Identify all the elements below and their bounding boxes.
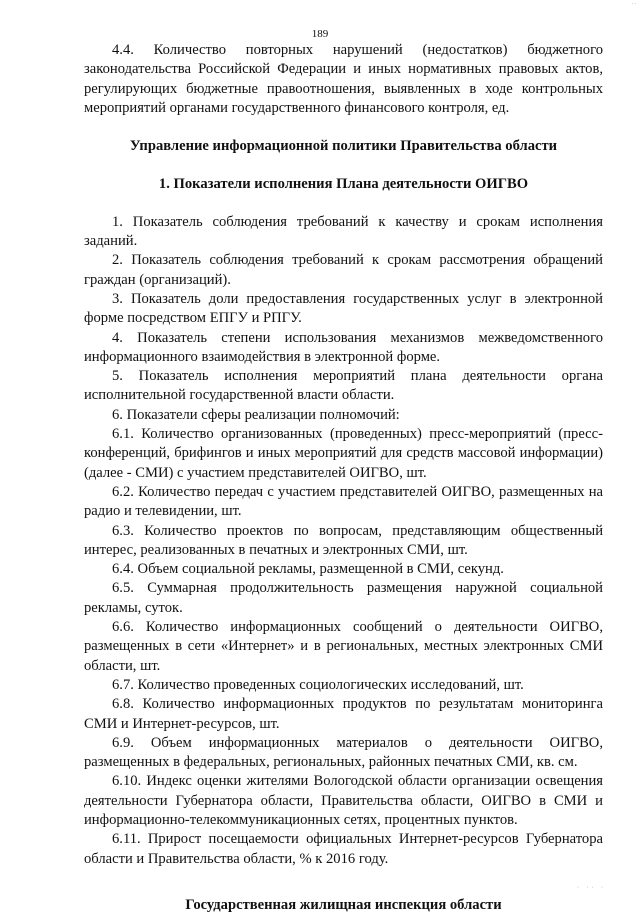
list-item: 6.3. Количество проектов по вопросам, представляющим общественный интерес, реализованных в печатных и электронных СМИ, шт. [84,522,603,558]
subsection-title: 1. Показатели исполнения Плана деятельности ОИГВО [158,176,529,193]
list-item: 6.4. Объем социальной рекламы, размещенной в СМИ, секунд. [112,561,504,578]
list-item: 6.1. Количество организованных (проведенных) пресс-мероприятий (пресс-конференций, брифингов и иных мероприятий для средств массовой информации) (далее - СМИ) с участием представителей ОИГВО, шт. [84,426,603,481]
list-item: 6.10. Индекс оценки жителями Вологодской области организации освещения деятельности Губернатора области, Правительства области, ОИГВО в СМИ и информационно-телекоммуникационных сетях, процентных пунктов. [84,773,603,828]
list-item: 2. Показатель соблюдения требований к срокам рассмотрения обращений граждан (организаций). [84,252,603,288]
list-item: 1. Показатель соблюдения требований к качеству и срокам исполнения заданий. [84,213,603,250]
list-item: 6.6. Количество информационных сообщений о деятельности ОИГВО, размещенных в сети «Интернет» и в региональных, местных электронных СМИ области, шт. [84,619,603,674]
next-section-title: Государственная жилищная инспекция области [185,896,502,913]
scan-artifact-corner: · ·· · [577,885,606,891]
list-item: 6.8. Количество информационных продуктов по результатам мониторинга СМИ и Интернет-ресурсов, шт. [84,696,603,732]
list-item: 5. Показатель исполнения мероприятий плана деятельности органа исполнительной государственной власти области. [84,368,603,404]
list-item: 4. Показатель степени использования механизмов межведомственного информационного взаимодействия в электронной форме. [84,329,603,365]
list-item: 6.11. Прирост посещаемости официальных Интернет-ресурсов Губернатора области и Правительства области, % к 2016 году. [84,831,603,867]
list-item: 6.9. Объем информационных материалов о деятельности ОИГВО, размещенных в федеральных, региональных, районных печатных СМИ, кв. см. [84,734,603,771]
scan-artifact-top: . . [631,0,636,6]
list-item: 3. Показатель доли предоставления государственных услуг в электронной форме посредством ЕПГУ и РПГУ. [84,290,603,327]
intro-paragraph: 4.4. Количество повторных нарушений (недостатков) бюджетного законодательства Российской Федерации и иных нормативных правовых актов, регулирующих бюджетные правоотношения, выявленных в ходе контрольных мероприятий органами государственного финансового контроля, ед. [84,42,603,116]
document-body [84,41,603,915]
list-item: 6.7. Количество проведенных социологических исследований, шт. [112,676,524,693]
list-item: 6.2. Количество передач с участием представителей ОИГВО, размещенных на радио и телевидении, шт. [84,483,603,520]
list-item: 6.5. Суммарная продолжительность размещения наружной социальной рекламы, суток. [84,580,603,616]
page-number: 189 [311,28,329,40]
list-item: 6. Показатели сферы реализации полномочий: [112,406,400,423]
indicator-list [84,213,603,869]
section-title: Управление информационной политики Правительства области [129,138,558,155]
